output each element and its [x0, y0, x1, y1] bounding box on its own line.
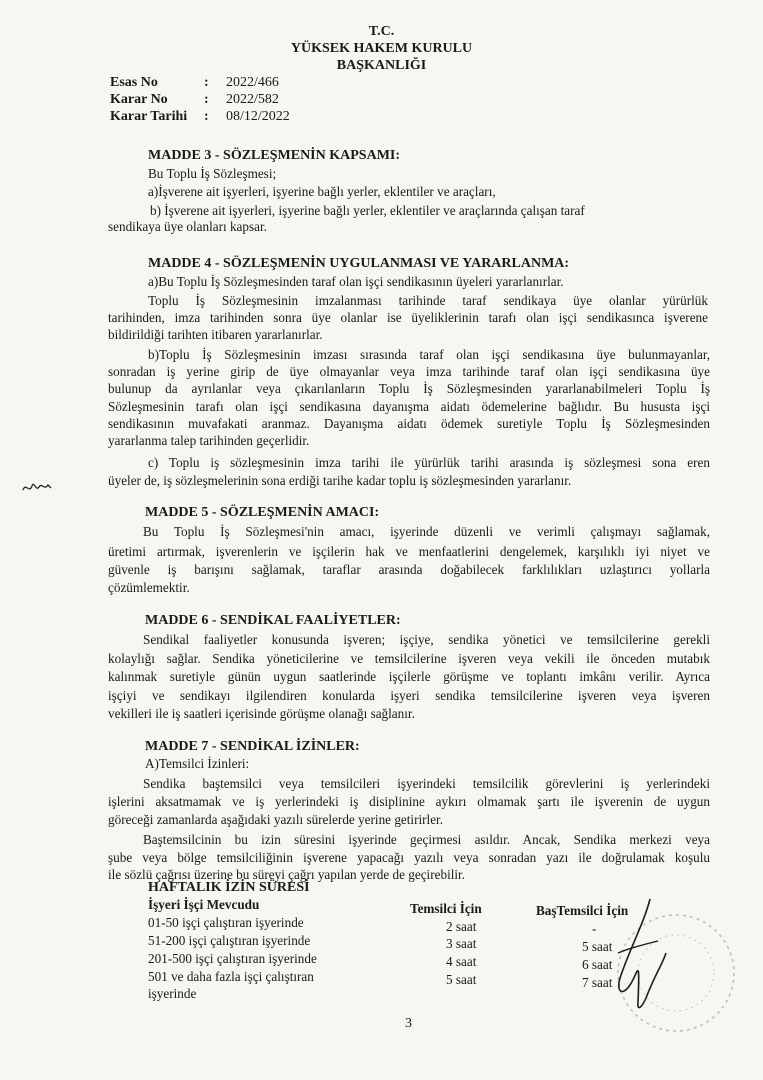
paragraph-line: şube veya bölge temsilciliğinin işverene yapacağı yazılı veya sonradan yazı ile doğrulamak koşulu	[108, 850, 710, 865]
meta-sep: :	[204, 75, 209, 90]
paragraph-line: Baştemsilcinin bu izin süresini işyerinde geçirmesi asıldır. Ancak, Sendika merkezi veya	[143, 832, 710, 847]
paragraph-line: vekilleri ile iş saatleri içerisinde görüşme olanağı sağlanır.	[108, 706, 415, 721]
table-header-representative: Temsilci İçin	[410, 901, 482, 916]
meta-row-esas	[110, 74, 290, 91]
meta-sep: :	[204, 109, 209, 124]
paragraph-line: üyeler de, iş sözleşmelerinin sona erdiği tarihe kadar toplu iş sözleşmesinden yararlanır.	[108, 473, 572, 488]
table-cell: 5 saat	[446, 972, 477, 987]
section-heading-m3: MADDE 3 - SÖZLEŞMENİN KAPSAMI:	[148, 148, 401, 163]
margin-initials-mark	[20, 476, 54, 498]
paragraph-line: çözümlemektir.	[108, 580, 190, 595]
paragraph-line: Bu Toplu İş Sözleşmesi;	[148, 166, 277, 181]
paragraph-line: sendikasının muvafakati aranmaz. Dayanışma aidatı ödemek suretiyle Toplu İş Sözleşmesinden	[108, 416, 710, 431]
section-heading-m6: MADDE 6 - SENDİKAL FAALİYETLER:	[145, 613, 401, 628]
paragraph-line: işlerini aksatmamak ve iş yerlerindeki iş disiplinine aykırı olmamak şartı ile işverenin de uygun	[108, 794, 710, 809]
meta-label: Karar No	[110, 92, 168, 107]
paragraph-line: a)Bu Toplu İş Sözleşmesinden taraf olan işçi sendikasının üyeleri yararlanırlar.	[148, 274, 564, 289]
paragraph-line: tarihinden, imza tarihinden sonra üye olanlar ise üyeliklerinin tarafı olan işçi sendikasınca işverene	[108, 310, 708, 325]
paragraph-line: sonradan iş yerine girip de üye olmayanlar veya imza tarihinde taraf olan işçi sendikasına üye	[108, 364, 710, 379]
paragraph-line: c) Toplu iş sözleşmesinin imza tarihi ile yürürlük tarihi arasında iş sözleşmesi sona eren	[148, 455, 710, 470]
meta-label: Esas No	[110, 75, 158, 90]
case-meta	[110, 74, 290, 125]
paragraph-line: yararlanma talep tarihinden geçerlidir.	[108, 433, 310, 448]
table-cell: 6 saat	[582, 957, 613, 972]
paragraph-line: Sendikal faaliyetler konusunda işveren; işçiye, sendika yönetici ve temsilcilerine gerekli	[143, 632, 710, 647]
signature-mark	[600, 893, 680, 1023]
paragraph-line: sendikaya üye olanları kapsar.	[108, 219, 267, 234]
table-cell: 2 saat	[446, 919, 477, 934]
meta-value: 08/12/2022	[226, 109, 290, 124]
paragraph-line: A)Temsilci İzinleri:	[145, 756, 250, 771]
paragraph-line: bulunup da ayrılanlar veya çıkarılanların Toplu İş Sözleşmesinden yararlanabilmeleri Toplu İş	[108, 381, 710, 396]
paragraph-line: Toplu İş Sözleşmesinin imzalanması tarihinde taraf sendikaya üye olanlar yürürlük	[148, 293, 708, 308]
meta-value: 2022/582	[226, 92, 279, 107]
paragraph-line: kalınmak suretiyle günün uygun saatlerinde işçilerle görüşme ve toplantı imkânı verilir. Ayrıca	[108, 669, 710, 684]
meta-value: 2022/466	[226, 75, 279, 90]
paragraph-line: b) İşverene ait işyerleri, işyerine bağlı yerler, eklentiler ve araçlarında çalışan taraf	[150, 203, 585, 218]
paragraph-line: kolaylığı sağlar. Sendika yöneticilerine ve temsilcilerine işveren veya vekili ile önceden mutabık	[108, 651, 710, 666]
table-cell: 4 saat	[446, 954, 477, 969]
paragraph-line: Sendika baştemsilci veya temsilcileri işyerindeki temsilcilik görevlerini iş yerlerindeki	[143, 776, 710, 791]
section-heading-m5: MADDE 5 - SÖZLEŞMENİN AMACI:	[145, 505, 380, 520]
meta-row-karar	[110, 91, 290, 108]
header-tc: T.C.	[368, 24, 395, 39]
table-cell: 501 ve daha fazla işçi çalıştıran	[148, 969, 314, 984]
paragraph-line: Sözleşmesinin tarafı olan işçi sendikasına dayanışma aidatı ödemelerine bağlıdır. Bu hususta işçi	[108, 399, 710, 414]
table-cell: 51-200 işçi çalıştıran işyerinde	[148, 933, 311, 948]
paragraph-line: işçiyi ve sendikayı ilgilendiren konularda işyeri sendika temsilcilerine işveren veya işveren	[108, 688, 710, 703]
table-cell: 7 saat	[582, 975, 613, 990]
meta-sep: :	[204, 92, 209, 107]
table-cell: 3 saat	[446, 936, 477, 951]
paragraph-line: a)İşverene ait işyerleri, işyerine bağlı yerler, eklentiler ve araçları,	[148, 184, 496, 199]
table-cell: 01-50 işçi çalıştıran işyerinde	[148, 915, 304, 930]
table-cell: -	[592, 921, 597, 936]
leave-table-title: HAFTALIK İZİN SÜRESİ	[148, 880, 310, 895]
paragraph-line: üretimi artırmak, işverenlerin ve işçilerin hak ve menfaatlerini dengelemek, karşılıklı iyi niyet ve	[108, 544, 710, 559]
section-heading-m7: MADDE 7 - SENDİKAL İZİNLER:	[145, 739, 360, 754]
table-header-workplace: İşyeri İşçi Mevcudu	[148, 897, 260, 912]
paragraph-line: güvenle iş barışını sağlamak, taraflar arasında doğabilecek farklılıkları uzlaştırıcı yollarla	[108, 562, 710, 577]
table-cell: işyerinde	[148, 986, 197, 1001]
meta-row-date	[110, 108, 290, 125]
table-header-chief-representative: BaşTemsilci İçin	[536, 903, 629, 918]
header-presidency: BAŞKANLIĞI	[336, 58, 427, 73]
section-heading-m4: MADDE 4 - SÖZLEŞMENİN UYGULANMASI VE YARARLANMA:	[148, 256, 570, 271]
paragraph-line: bildirildiği tarihten itibaren yararlanırlar.	[108, 327, 323, 342]
table-cell: 5 saat	[582, 939, 613, 954]
paragraph-line: ile sözlü çağrısı üzerine bu süreyi çağrı yapılan yerde de geçirebilir.	[108, 867, 466, 882]
header-court: YÜKSEK HAKEM KURULU	[290, 41, 473, 56]
paragraph-line: göreceği zamanlarda aşağıdaki yazılı sürelerde yerine getirirler.	[108, 812, 444, 827]
meta-label: Karar Tarihi	[110, 109, 188, 124]
page-number: 3	[405, 1016, 412, 1031]
paragraph-line: b)Toplu İş Sözleşmesinin imzası sırasında taraf olan işçi sendikasına üye bulunmayanlar,	[148, 347, 710, 362]
table-cell: 201-500 işçi çalıştıran işyerinde	[148, 951, 317, 966]
paragraph-line: Bu Toplu İş Sözleşmesi'nin amacı, işyerinde düzenli ve verimli çalışmayı sağlamak,	[143, 524, 710, 539]
